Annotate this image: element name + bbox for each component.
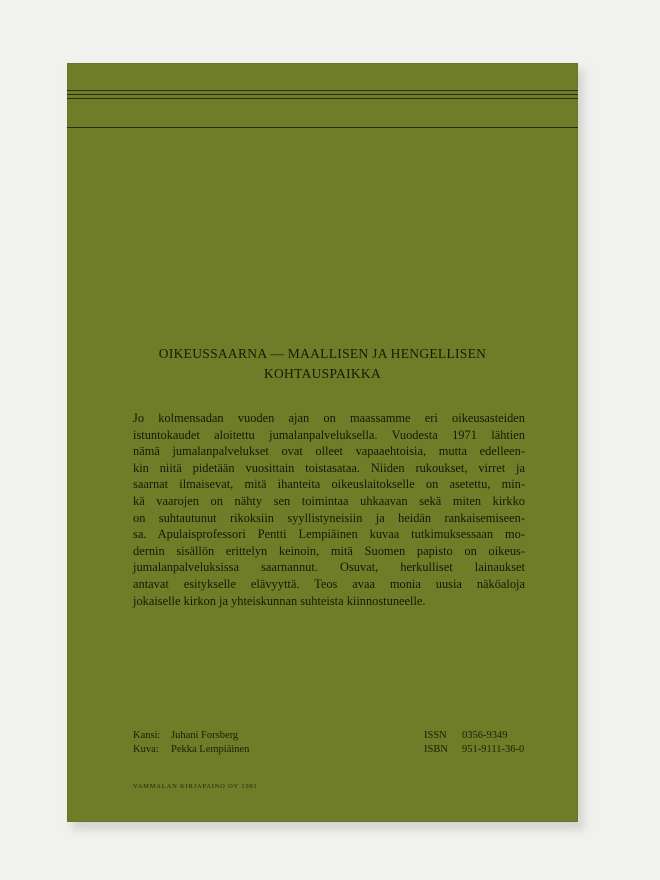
top-rule-2 bbox=[67, 94, 578, 95]
description-line: kä vaarojen on nähty sen toimintaa uhkaavan sekä miten kirkko bbox=[133, 493, 525, 508]
isbn-label: ISBN bbox=[424, 744, 448, 755]
heading-line-2: KOHTAUSPAIKKA bbox=[263, 366, 382, 381]
issn-label: ISSN bbox=[424, 730, 447, 741]
description-line: antavat esitykselle elävyyttä. Teos avaa monia uusia näköaloja bbox=[133, 576, 525, 591]
photo-credit bbox=[133, 743, 249, 757]
credits bbox=[133, 729, 249, 757]
isbn-line bbox=[424, 743, 524, 757]
photo-credit-name: Pekka Lempiäinen bbox=[171, 744, 250, 755]
top-rule-3 bbox=[67, 98, 578, 99]
book-description bbox=[133, 410, 525, 609]
book-back-cover bbox=[67, 63, 578, 822]
printer-imprint: VAMMALAN KIRJAPAINO OY 1981 bbox=[133, 783, 258, 790]
description-line: kin niitä pidetään vuosittain toistasataa. Niiden rukoukset, virret ja bbox=[133, 460, 525, 475]
description-line: sa. Apulaisprofessori Pentti Lempiäinen kuvaa tutkimuksessaan mo- bbox=[133, 527, 525, 542]
description-line: on suhtautunut rikoksiin syyllistyneisiin ja heidän rankaisemiseen- bbox=[133, 510, 525, 525]
cover-credit-label: Kansi: bbox=[133, 730, 161, 741]
description-line: jumalanpalveluksissa saarnannut. Osuvat, herkulliset lainaukset bbox=[133, 560, 525, 575]
identifiers bbox=[424, 729, 524, 757]
description-line: nämä jumalanpalvelukset ovat olleet vapaaehtoisia, mutta edelleen- bbox=[133, 444, 525, 459]
heading-line-1: OIKEUSSAARNA — MAALLISEN JA HENGELLISEN bbox=[158, 346, 487, 361]
cover-credit-name: Juhani Forsberg bbox=[171, 730, 239, 741]
top-rule-4 bbox=[67, 127, 578, 128]
isbn-value: 951-9111-36-0 bbox=[462, 744, 525, 755]
description-line: Jo kolmensadan vuoden ajan on maassamme eri oikeusasteiden bbox=[133, 411, 525, 425]
photo-credit-label: Kuva: bbox=[133, 744, 159, 755]
description-line: dernin sisällön erittelyn keinoin, mitä Suomen papisto on oikeus- bbox=[133, 543, 525, 558]
top-rule-1 bbox=[67, 90, 578, 91]
book-heading bbox=[67, 344, 578, 384]
cover-credit bbox=[133, 729, 249, 743]
description-line: saarnat ilmaisevat, mitä ihanteita oikeuslaitokselle on asetettu, min- bbox=[133, 477, 525, 492]
issn-line bbox=[424, 729, 524, 743]
description-line: istuntokaudet aloitettu jumalanpalveluksella. Vuodesta 1971 lähtien bbox=[133, 427, 525, 442]
description-line: jokaiselle kirkon ja yhteiskunnan suhteista kiinnostuneelle. bbox=[133, 593, 426, 608]
issn-value: 0356-9349 bbox=[462, 730, 508, 741]
